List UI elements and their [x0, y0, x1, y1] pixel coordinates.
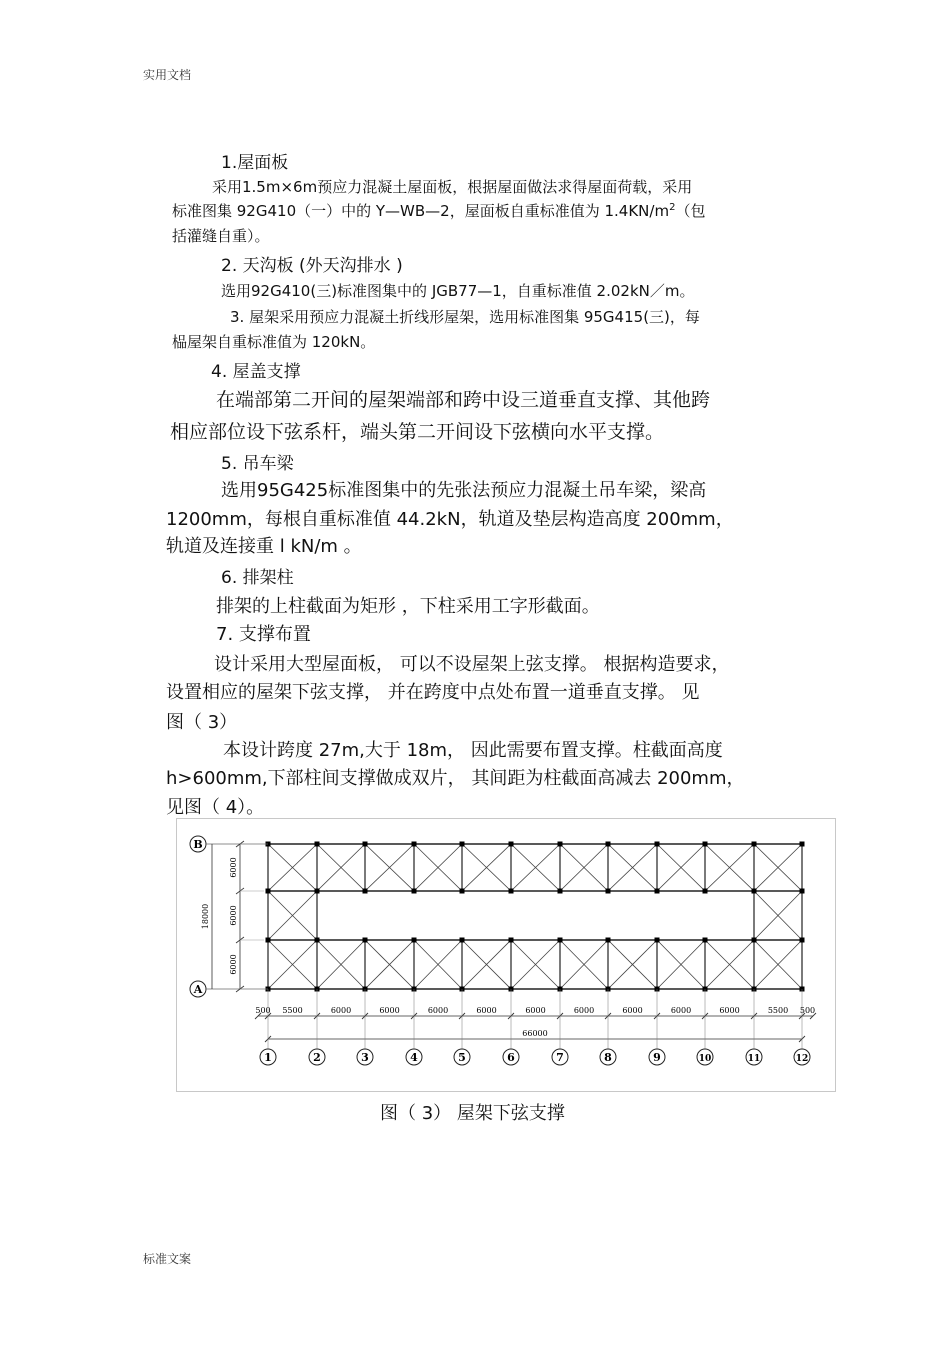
joint-node	[509, 889, 514, 894]
paragraph-line: 本设计跨度 27m,大于 18m， 因此需要布置支撑。柱截面高度	[223, 740, 723, 761]
joint-node	[606, 842, 611, 847]
superscript: 2	[669, 202, 676, 213]
paragraph-line	[172, 200, 705, 221]
joint-node	[460, 938, 465, 943]
total-length-text: 66000	[522, 1029, 548, 1038]
paragraph-text: 标准图集 92G410（一）中的 Y—WB—2，屋面板自重标准值为 1.4KN/m	[172, 202, 670, 220]
paragraph-line: 图（ 3）	[166, 712, 238, 733]
bay-dimension-text: 6000	[379, 1006, 400, 1015]
paragraph-text: （包	[675, 202, 706, 220]
column-axis-label: 4	[410, 1051, 418, 1064]
figure-caption: 图（ 3） 屋架下弦支撑	[380, 1103, 565, 1124]
joint-node	[315, 938, 320, 943]
paragraph-line: 选用95G425标准图集中的先张法预应力混凝土吊车梁，梁高	[221, 480, 707, 501]
bay-dimension-text: 6000	[476, 1006, 497, 1015]
paragraph-line: 榀屋架自重标准值为 120kN。	[172, 333, 376, 351]
bay-dimension-text: 500	[255, 1006, 271, 1015]
bay-dimension-text: 500	[799, 1006, 816, 1015]
bay-dimension-text: 6000	[525, 1006, 546, 1015]
joint-node	[606, 938, 611, 943]
column-axis-label: 1	[264, 1051, 272, 1064]
joint-node	[509, 842, 514, 847]
heading-roof-bracing: 4. 屋盖支撑	[211, 362, 301, 382]
total-height-text: 18000	[201, 903, 210, 930]
paragraph-line: 1200mm，每根自重标准值 44.2kN，轨道及垫层构造高度 200mm，	[166, 509, 734, 530]
bay-dimension-text: 6000	[670, 1006, 692, 1015]
paragraph-line: 3. 屋架采用预应力混凝土折线形屋架，选用标准图集 95G415(三)，每	[230, 308, 700, 326]
joint-node	[460, 842, 465, 847]
joint-node	[412, 889, 417, 894]
column-axis-label: 3	[361, 1051, 369, 1064]
column-axis-label: 2	[313, 1051, 321, 1064]
paragraph-line: 选用92G410(三)标准图集中的 JGB77—1，自重标准值 2.02kN／m。	[221, 282, 695, 300]
heading-bracing-layout: 7. 支撑布置	[216, 624, 311, 645]
page-footer: 标准文案	[143, 1252, 192, 1266]
paragraph-line: 轨道及连接重 l kN/m 。	[166, 536, 362, 557]
joint-node	[460, 889, 465, 894]
column-axis-label: 7	[556, 1051, 564, 1064]
column-axis-label: 6	[507, 1051, 515, 1064]
joint-node	[703, 889, 708, 894]
bracing-plan-drawing	[177, 819, 837, 1093]
row-axis-label: B	[193, 838, 203, 851]
joint-node	[752, 842, 757, 847]
bay-dimension-text: 5500	[282, 1006, 303, 1015]
heading-bent-column: 6. 排架柱	[221, 568, 294, 588]
joint-node	[558, 842, 563, 847]
joint-node	[655, 938, 660, 943]
joint-node	[315, 889, 320, 894]
joint-node	[655, 842, 660, 847]
joint-node	[800, 938, 805, 943]
joint-node	[363, 938, 368, 943]
paragraph-line: h>600mm,下部柱间支撑做成双片， 其间距为柱截面高减去 200mm，	[166, 768, 745, 789]
bay-dimension-text: 6000	[719, 1006, 740, 1015]
paragraph-line: 在端部第二开间的屋架端部和跨中设三道垂直支撑、其他跨	[216, 389, 711, 411]
paragraph-line: 设计采用大型屋面板， 可以不设屋架上弦支撑。 根据构造要求，	[214, 654, 730, 675]
joint-node	[606, 889, 611, 894]
joint-node	[363, 842, 368, 847]
joint-node	[266, 889, 271, 894]
joint-node	[800, 889, 805, 894]
column-axis-label: 5	[458, 1051, 466, 1064]
row-dimension-text: 6000	[229, 905, 238, 926]
bay-dimension-text: 6000	[622, 1006, 643, 1015]
paragraph-line: 采用1.5m×6m预应力混凝土屋面板，根据屋面做法求得屋面荷载，采用	[212, 178, 693, 196]
joint-node	[558, 938, 563, 943]
joint-node	[800, 842, 805, 847]
heading-gutter-panel: 2. 天沟板 (外天沟排水 )	[221, 256, 403, 276]
bay-dimension-text: 6000	[330, 1006, 352, 1015]
bay-dimension-text: 6000	[573, 1006, 595, 1015]
joint-node	[558, 889, 563, 894]
bay-dimension-text: 5500	[767, 1006, 789, 1015]
paragraph-line: 设置相应的屋架下弦支撑， 并在跨度中点处布置一道垂直支撑。 见	[166, 682, 700, 703]
column-axis-label: 8	[604, 1051, 612, 1064]
joint-node	[703, 938, 708, 943]
joint-node	[752, 938, 757, 943]
paragraph-line: 见图（ 4）。	[166, 797, 265, 818]
paragraph-line: 相应部位设下弦系杆，端头第二开间设下弦横向水平支撑。	[170, 421, 665, 443]
joint-node	[509, 938, 514, 943]
page-header: 实用文档	[143, 68, 192, 82]
column-axis-label: 12	[795, 1054, 809, 1064]
paragraph-line: 排架的上柱截面为矩形 ，下柱采用工字形截面。	[216, 596, 600, 617]
paragraph-line: 括灌缝自重）。	[172, 227, 270, 245]
heading-roof-panel: 1.屋面板	[221, 153, 289, 173]
figure-frame	[176, 818, 836, 1092]
joint-node	[315, 842, 320, 847]
joint-node	[655, 889, 660, 894]
joint-node	[266, 938, 271, 943]
joint-node	[752, 889, 757, 894]
heading-crane-beam: 5. 吊车梁	[221, 454, 294, 474]
bay-dimension-text: 6000	[427, 1006, 449, 1015]
row-dimension-text: 6000	[229, 954, 238, 975]
joint-node	[412, 938, 417, 943]
joint-node	[703, 842, 708, 847]
joint-node	[363, 889, 368, 894]
row-dimension-text: 6000	[229, 857, 238, 878]
column-axis-label: 11	[747, 1054, 761, 1064]
joint-node	[412, 842, 417, 847]
row-axis-label: A	[193, 983, 203, 996]
column-axis-label: 10	[698, 1054, 712, 1064]
column-axis-label: 9	[653, 1051, 661, 1064]
